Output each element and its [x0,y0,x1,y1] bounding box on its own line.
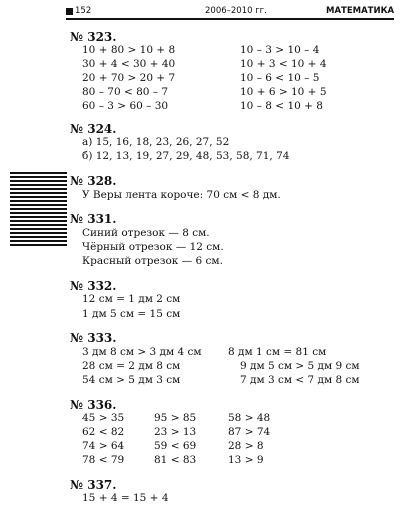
task-332-line: 1 дм 5 см = 15 см [82,308,181,320]
task-323-line: 10 + 6 > 10 + 5 [240,86,327,98]
task-324-number: № 324. [70,122,117,136]
task-336-line: 58 > 48 [228,412,271,424]
task-336-line: 23 > 13 [154,426,197,438]
task-333-line: 7 дм 3 см < 7 дм 8 см [240,374,360,386]
task-336-line: 87 > 74 [228,426,271,438]
page-marker-square [66,8,73,15]
task-336-line: 59 < 69 [154,440,197,452]
task-333-line: 8 дм 1 см = 81 см [228,346,327,358]
task-331-line: Чёрный отрезок — 12 см. [82,241,224,253]
page-number: 152 [75,6,92,16]
task-332-line: 12 см = 1 дм 2 см [82,293,181,305]
task-323-line: 10 – 3 > 10 – 4 [240,44,320,56]
task-328-line: У Веры лента короче: 70 см < 8 дм. [82,189,281,201]
task-324-line: б) 12, 13, 19, 27, 29, 48, 53, 58, 71, 74 [82,150,290,162]
task-323-line: 20 + 70 > 20 + 7 [82,72,176,84]
task-336-number: № 336. [70,398,117,412]
task-323-line: 30 + 4 < 30 + 40 [82,58,176,70]
task-333-number: № 333. [70,331,117,345]
striped-decoration [10,172,67,246]
task-328-number: № 328. [70,174,117,188]
task-336-line: 13 > 9 [228,454,264,466]
task-336-line: 62 < 82 [82,426,125,438]
task-336-line: 81 < 83 [154,454,197,466]
task-323-line: 80 – 70 < 80 – 7 [82,86,169,98]
task-331-line: Синий отрезок — 8 см. [82,227,210,239]
task-323-line: 10 – 6 < 10 – 5 [240,72,320,84]
task-333-line: 28 см = 2 дм 8 см [82,360,181,372]
task-333-line: 3 дм 8 см > 3 дм 4 см [82,346,202,358]
task-323-line: 60 – 3 > 60 – 30 [82,100,169,112]
subject-label: МАТЕМАТИКА [326,6,395,16]
task-336-line: 95 > 85 [154,412,197,424]
task-336-line: 74 > 64 [82,440,125,452]
task-336-line: 78 < 79 [82,454,125,466]
task-331-number: № 331. [70,212,117,226]
task-323-number: № 323. [70,30,117,44]
task-333-line: 54 см > 5 дм 3 см [82,374,181,386]
task-336-line: 45 > 35 [82,412,125,424]
task-323-line: 10 – 8 < 10 + 8 [240,100,323,112]
years-label: 2006–2010 гг. [205,6,267,16]
task-336-line: 28 > 8 [228,440,264,452]
task-323-line: 10 + 80 > 10 + 8 [82,44,176,56]
task-333-line: 9 дм 5 см > 5 дм 9 см [240,360,360,372]
task-332-number: № 332. [70,279,117,293]
task-324-line: а) 15, 16, 18, 23, 26, 27, 52 [82,136,230,148]
task-331-line: Красный отрезок — 6 см. [82,255,223,267]
task-337-line: 15 + 4 = 15 + 4 [82,492,169,504]
task-337-number: № 337. [70,478,117,492]
page-header [0,0,400,22]
task-323-line: 10 + 3 < 10 + 4 [240,58,327,70]
header-rule [66,18,394,20]
